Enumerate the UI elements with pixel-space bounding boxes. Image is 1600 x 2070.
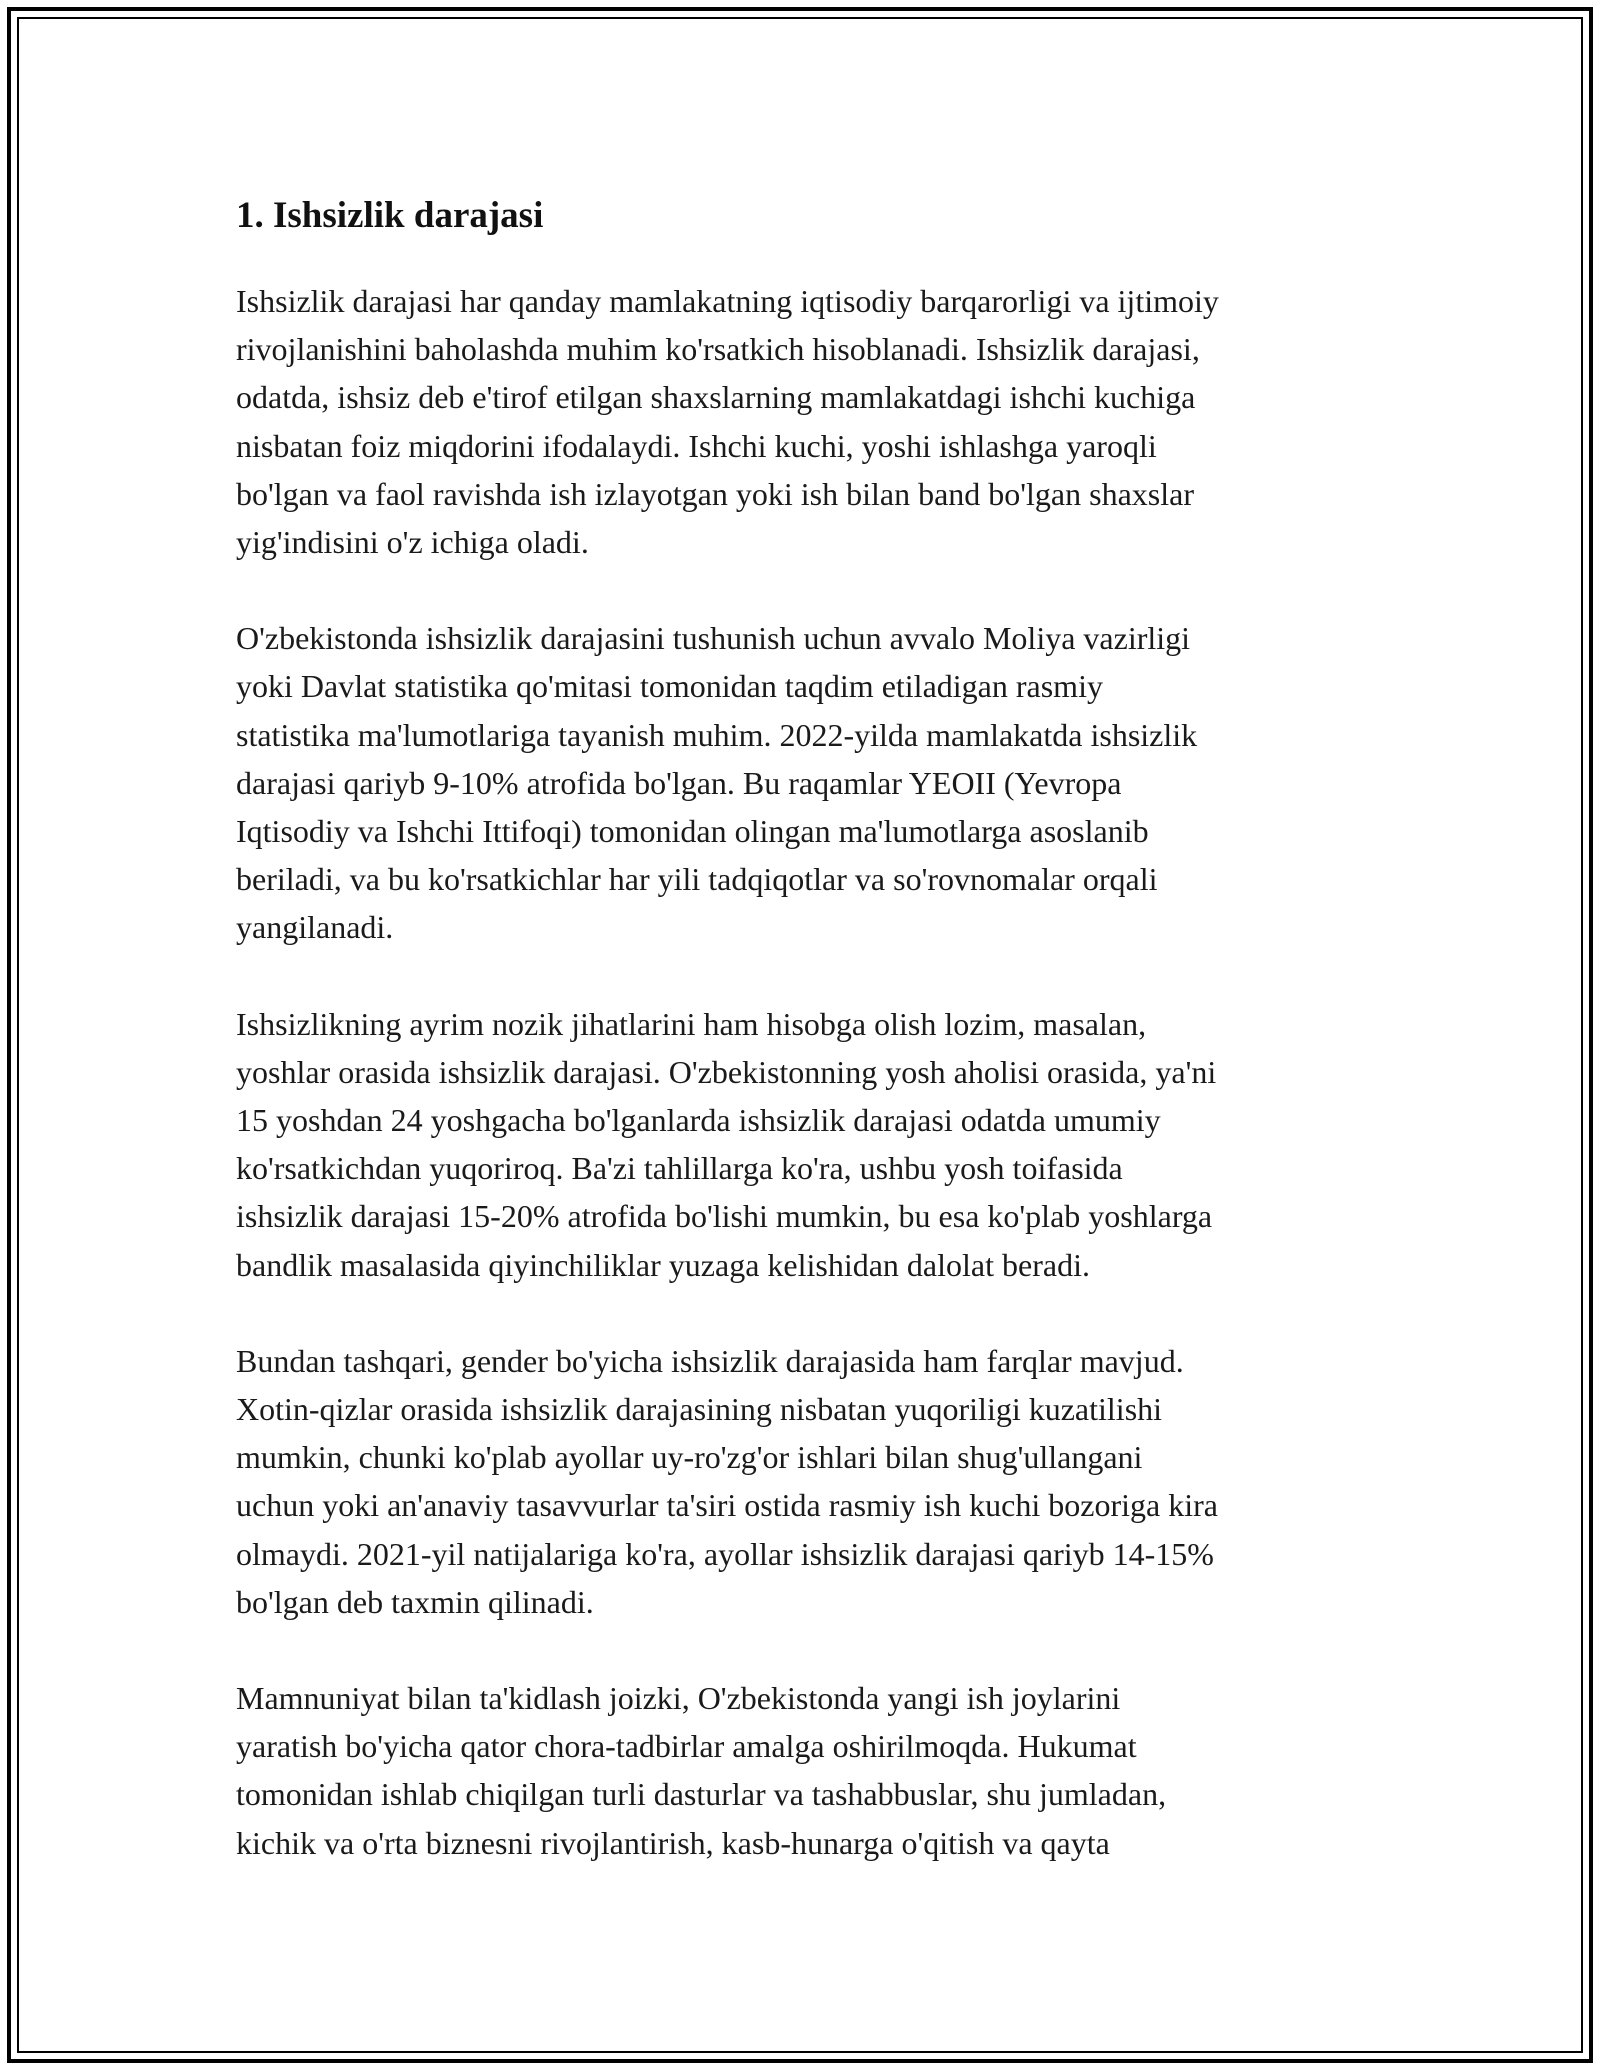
text-line: bo'lgan deb taxmin qilinadi. bbox=[236, 1583, 594, 1620]
text-line: Iqtisodiy va Ishchi Ittifoqi) tomonidan olingan ma'lumotlarga asoslanib bbox=[236, 813, 1149, 850]
paragraph-4 bbox=[236, 1337, 1386, 1626]
text-line: mumkin, chunki ko'plab ayollar uy-ro'zg'or ishlari bilan shug'ullangani bbox=[236, 1439, 1143, 1476]
paragraph-5 bbox=[236, 1674, 1386, 1867]
text-line: nisbatan foiz miqdorini ifodalaydi. Ishchi kuchi, yoshi ishlashga yaroqli bbox=[236, 427, 1157, 464]
text-line: 15 yoshdan 24 yoshgacha bo'lganlarda ishsizlik darajasi odatda umumiy bbox=[236, 1102, 1161, 1139]
text-line: yoshlar orasida ishsizlik darajasi. O'zbekistonning yosh aholisi orasida, ya'ni bbox=[236, 1053, 1217, 1090]
paragraph-1 bbox=[236, 277, 1386, 566]
text-line: kichik va o'rta biznesni rivojlantirish, kasb-hunarga o'qitish va qayta bbox=[236, 1824, 1110, 1861]
section-heading: 1. Ishsizlik darajasi bbox=[236, 195, 544, 236]
text-line: olmaydi. 2021-yil natijalariga ko'ra, ayollar ishsizlik darajasi qariyb 14-15% bbox=[236, 1535, 1214, 1572]
text-line: ishsizlik darajasi 15-20% atrofida bo'lishi mumkin, bu esa ko'plab yoshlarga bbox=[236, 1198, 1213, 1235]
text-line: beriladi, va bu ko'rsatkichlar har yili tadqiqotlar va so'rovnomalar orqali bbox=[236, 861, 1158, 898]
text-line: yangilanadi. bbox=[236, 909, 394, 946]
text-line: Ishsizlikning ayrim nozik jihatlarini ham hisobga olish lozim, masalan, bbox=[236, 1005, 1147, 1042]
text-line: Bundan tashqari, gender bo'yicha ishsizlik darajasida ham farqlar mavjud. bbox=[236, 1342, 1184, 1379]
text-line: ko'rsatkichdan yuqoriroq. Ba'zi tahlillarga ko'ra, ushbu yosh toifasida bbox=[236, 1150, 1123, 1187]
text-line: O'zbekistonda ishsizlik darajasini tushunish uchun avvalo Moliya vazirligi bbox=[236, 620, 1191, 657]
text-line: darajasi qariyb 9-10% atrofida bo'lgan. Bu raqamlar YEOII (Yevropa bbox=[236, 764, 1122, 801]
paragraph-3 bbox=[236, 1000, 1386, 1289]
text-line: yig'indisini o'z ichiga oladi. bbox=[236, 524, 589, 561]
text-line: bo'lgan va faol ravishda ish izlayotgan yoki ish bilan band bo'lgan shaxslar bbox=[236, 475, 1194, 512]
text-line: uchun yoki an'anaviy tasavvurlar ta'siri ostida rasmiy ish kuchi bozoriga kira bbox=[236, 1487, 1218, 1524]
text-line: Ishsizlik darajasi har qanday mamlakatning iqtisodiy barqarorligi va ijtimoiy bbox=[236, 283, 1219, 319]
text-line: odatda, ishsiz deb e'tirof etilgan shaxslarning mamlakatdagi ishchi kuchiga bbox=[236, 379, 1196, 416]
text-line: rivojlanishini baholashda muhim ko'rsatkich hisoblanadi. Ishsizlik darajasi, bbox=[236, 331, 1200, 368]
text-line: bandlik masalasida qiyinchiliklar yuzaga kelishidan dalolat beradi. bbox=[236, 1246, 1090, 1283]
paragraph-2 bbox=[236, 614, 1386, 951]
text-line: tomonidan ishlab chiqilgan turli dasturlar va tashabbuslar, shu jumladan, bbox=[236, 1776, 1167, 1813]
text-line: Mamnuniyat bilan ta'kidlash joizki, O'zbekistonda yangi ish joylarini bbox=[236, 1680, 1121, 1717]
text-line: Xotin-qizlar orasida ishsizlik darajasining nisbatan yuqoriligi kuzatilishi bbox=[236, 1391, 1163, 1428]
text-line: statistika ma'lumotlariga tayanish muhim. 2022-yilda mamlakatda ishsizlik bbox=[236, 716, 1198, 753]
document-body bbox=[236, 188, 1386, 1915]
text-line: yaratish bo'yicha qator chora-tadbirlar amalga oshirilmoqda. Hukumat bbox=[236, 1728, 1137, 1765]
text-line: yoki Davlat statistika qo'mitasi tomonidan taqdim etiladigan rasmiy bbox=[236, 668, 1103, 705]
